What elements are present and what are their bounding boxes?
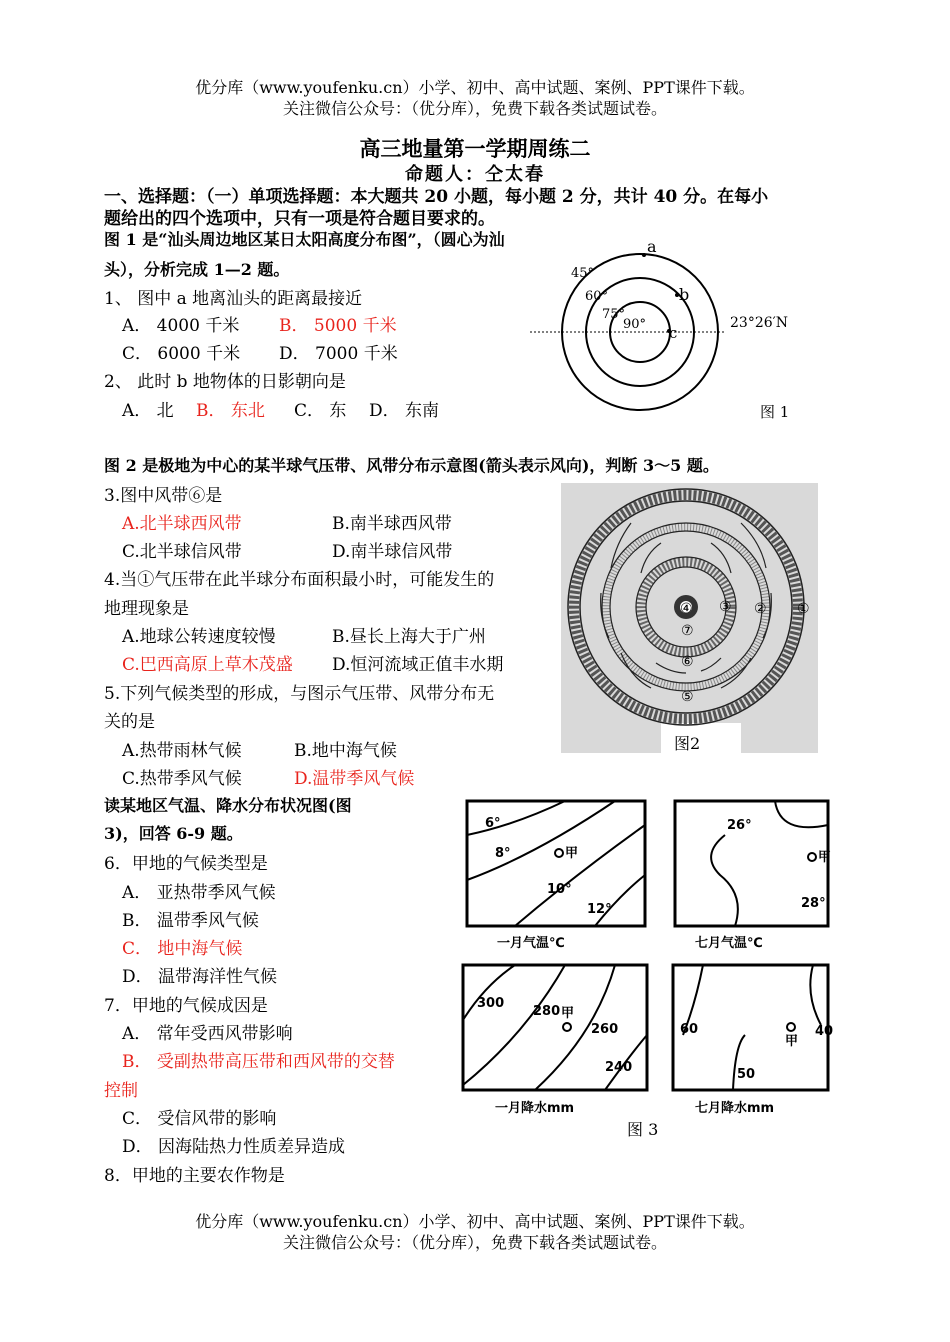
jul-prec-title: 七月降水mm bbox=[695, 1101, 775, 1116]
label-n5: ⑤ bbox=[681, 689, 694, 705]
label-n6: ⑥ bbox=[681, 654, 694, 670]
latitude-label: 23°26′N bbox=[730, 315, 789, 331]
q5-option-d[interactable]: D.温带季风气候 bbox=[294, 769, 415, 789]
q1-option-b[interactable]: B． 5000 千米 bbox=[279, 316, 397, 336]
q7-option-c[interactable]: C． 受信风带的影响 bbox=[122, 1109, 277, 1129]
q6-option-a[interactable]: A． 亚热带季风气候 bbox=[122, 883, 276, 903]
lp-50: 50 bbox=[737, 1067, 756, 1082]
jan-prec-title: 一月降水mm bbox=[495, 1101, 575, 1116]
q4-stem-1: 4.当①气压带在此半球分布面积最小时，可能发生的 bbox=[104, 570, 495, 590]
q1-option-c[interactable]: C． 6000 千米 bbox=[122, 344, 241, 364]
jan-prec-map bbox=[463, 965, 647, 1116]
jp-240: 240 bbox=[605, 1060, 633, 1075]
fig3-intro-1: 读某地区气温、降水分布状况图(图 bbox=[104, 796, 352, 815]
q2-stem: 2、 此时 b 地物体的日影朝向是 bbox=[104, 372, 346, 392]
q4-option-c[interactable]: C.巴西高原上草木茂盛 bbox=[122, 655, 293, 675]
label-45: 45° bbox=[571, 266, 595, 281]
footer-line-1: 优分库（www.youfenku.cn）小学、初中、高中试题、案例、PPT课件下载。 bbox=[195, 1212, 755, 1231]
jt-12: 12° bbox=[587, 902, 612, 917]
jan-temp-map bbox=[467, 801, 645, 951]
ju-26: 26° bbox=[727, 818, 752, 833]
jt-6: 6° bbox=[485, 816, 501, 831]
author-line: 命题人：仝太春 bbox=[405, 164, 545, 185]
lp-jia: 甲 bbox=[785, 1034, 799, 1049]
fig1-caption: 图 1 bbox=[760, 403, 790, 421]
page-title: 高三地量第一学期周练二 bbox=[359, 136, 591, 161]
q5-option-a[interactable]: A.热带雨林气候 bbox=[122, 741, 242, 761]
fig1-intro-1: 图 1 是“汕头周边地区某日太阳高度分布图”，（圆心为汕 bbox=[104, 230, 505, 249]
q6-option-b[interactable]: B． 温带季风气候 bbox=[122, 911, 259, 931]
q1-option-d[interactable]: D． 7000 千米 bbox=[279, 344, 398, 364]
q1-option-a[interactable]: A． 4000 千米 bbox=[122, 316, 240, 336]
jan-temp-title: 一月气温℃ bbox=[497, 936, 565, 951]
jul-temp-map bbox=[675, 801, 831, 951]
jp-300: 300 bbox=[477, 996, 505, 1011]
label-n7: ⑦ bbox=[681, 623, 694, 639]
q4-stem-2: 地理现象是 bbox=[104, 599, 189, 619]
q5-stem-2: 关的是 bbox=[104, 712, 155, 732]
jp-280: 280 bbox=[533, 1004, 561, 1019]
label-n3: ③ bbox=[719, 599, 732, 615]
q2-option-c[interactable]: C． 东 bbox=[294, 401, 347, 421]
label-n4: ④ bbox=[680, 601, 693, 617]
q3-option-d[interactable]: D.南半球信风带 bbox=[332, 542, 453, 562]
q5-option-b[interactable]: B.地中海气候 bbox=[294, 741, 397, 761]
lp-60: 60 bbox=[680, 1022, 699, 1037]
q6-stem: 6．甲地的气候类型是 bbox=[104, 854, 268, 874]
label-b: b bbox=[679, 285, 690, 304]
q7-option-a[interactable]: A． 常年受西风带影响 bbox=[122, 1024, 293, 1044]
q2-option-a[interactable]: A． 北 bbox=[122, 401, 174, 421]
label-a: a bbox=[647, 237, 657, 256]
fig3-caption: 图 3 bbox=[627, 1120, 659, 1139]
q3-option-c[interactable]: C.北半球信风带 bbox=[122, 542, 242, 562]
label-90: 90° bbox=[623, 317, 647, 332]
label-n1: ① bbox=[797, 601, 810, 617]
figure-3 bbox=[455, 795, 835, 1140]
jp-260: 260 bbox=[591, 1022, 619, 1037]
q1-stem: 1、 图中 a 地离汕头的距离最接近 bbox=[104, 289, 363, 309]
q8-stem: 8．甲地的主要农作物是 bbox=[104, 1166, 285, 1186]
fig1-intro-2: 头），分析完成 1—2 题。 bbox=[104, 260, 290, 279]
section-intro-1: 一、选择题：（一）单项选择题：本大题共 20 小题，每小题 2 分，共计 40 分。在每小 bbox=[104, 187, 769, 207]
q4-option-a[interactable]: A.地球公转速度较慢 bbox=[122, 627, 276, 647]
figure-2 bbox=[561, 483, 818, 753]
header-line-2: 关注微信公众号：（优分库），免费下载各类试题试卷。 bbox=[282, 99, 667, 118]
q7-stem: 7．甲地的气候成因是 bbox=[104, 996, 268, 1016]
label-60: 60° bbox=[585, 289, 609, 304]
point-a bbox=[642, 253, 646, 257]
jp-jia: 甲 bbox=[561, 1006, 575, 1021]
jt-10: 10° bbox=[547, 882, 572, 897]
ju-jia: 甲 bbox=[818, 850, 832, 865]
label-n2: ② bbox=[754, 601, 767, 617]
figure-1 bbox=[520, 232, 820, 432]
q2-option-d[interactable]: D． 东南 bbox=[369, 401, 440, 421]
label-75: 75° bbox=[602, 307, 626, 322]
section-intro-2: 题给出的四个选项中，只有一项是符合题目要求的。 bbox=[104, 209, 495, 229]
q7-option-b-cont[interactable]: 控制 bbox=[104, 1081, 138, 1101]
q5-option-c[interactable]: C.热带季风气候 bbox=[122, 769, 242, 789]
jul-prec-map bbox=[673, 965, 833, 1116]
ju-28: 28° bbox=[801, 896, 826, 911]
jul-temp-title: 七月气温℃ bbox=[695, 936, 763, 951]
q4-option-b[interactable]: B.昼长上海大于广州 bbox=[332, 627, 486, 647]
fig2-intro: 图 2 是极地为中心的某半球气压带、风带分布示意图(箭头表示风向)，判断 3～5 题。 bbox=[104, 456, 719, 475]
q4-option-d[interactable]: D.恒河流域正值丰水期 bbox=[332, 655, 504, 675]
fig2-caption: 图2 bbox=[674, 734, 701, 753]
fig3-intro-2: 3)，回答 6-9 题。 bbox=[104, 824, 243, 843]
q6-option-c[interactable]: C． 地中海气候 bbox=[122, 939, 243, 959]
q3-option-a[interactable]: A.北半球西风带 bbox=[122, 514, 242, 534]
jt-jia: 甲 bbox=[565, 846, 579, 861]
q3-option-b[interactable]: B.南半球西风带 bbox=[332, 514, 452, 534]
footer-line-2: 关注微信公众号：（优分库），免费下载各类试题试卷。 bbox=[282, 1233, 667, 1252]
jt-8: 8° bbox=[495, 846, 511, 861]
q7-option-b[interactable]: B． 受副热带高压带和西风带的交替 bbox=[122, 1052, 395, 1072]
label-c: c bbox=[669, 324, 678, 342]
q3-stem: 3.图中风带⑥是 bbox=[104, 486, 223, 506]
lp-40: 40 bbox=[815, 1024, 834, 1039]
q6-option-d[interactable]: D． 温带海洋性气候 bbox=[122, 967, 278, 987]
q7-option-d[interactable]: D． 因海陆热力性质差异造成 bbox=[122, 1137, 346, 1157]
q5-stem-1: 5.下列气候类型的形成，与图示气压带、风带分布无 bbox=[104, 684, 495, 704]
header-line-1: 优分库（www.youfenku.cn）小学、初中、高中试题、案例、PPT课件下载。 bbox=[195, 78, 755, 97]
q2-option-b[interactable]: B． 东北 bbox=[196, 401, 265, 421]
